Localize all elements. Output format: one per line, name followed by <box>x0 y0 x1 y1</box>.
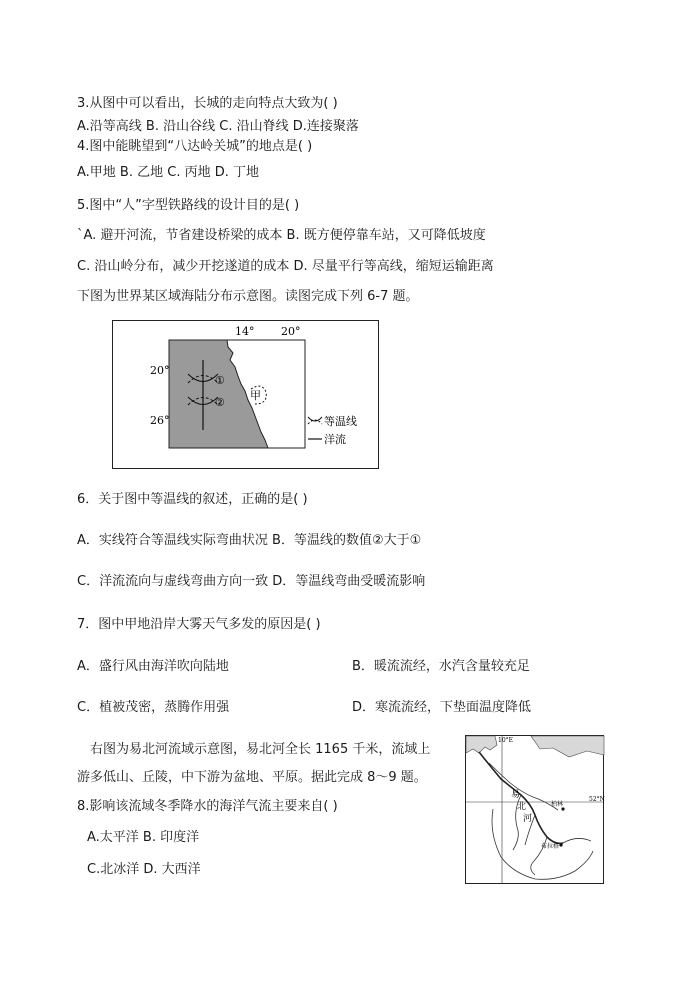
lon-label-10e: 10°E <box>498 737 514 744</box>
q8-options-1: A.太平洋 B. 印度洋 <box>87 830 200 845</box>
lon-label-14: 14° <box>235 325 255 338</box>
q4-options: A.甲地 B. 乙地 C. 丙地 D. 丁地 <box>77 165 259 180</box>
river-char-1: 易 <box>511 790 521 800</box>
q3-stem: 3.从图中可以看出，长城的走向特点大致为( ) <box>77 96 338 111</box>
q7-option-b: B．暖流流经，水汽含量较充足 <box>352 659 530 674</box>
lon-label-20: 20° <box>281 325 301 338</box>
legend-current-label: 洋流 <box>324 433 346 446</box>
city-label-berlin: 柏林 <box>551 801 564 808</box>
q6-stem: 6．关于图中等温线的叙述，正确的是( ) <box>77 492 308 507</box>
lat-label-52n: 52°N <box>589 796 605 803</box>
place-label-jia: 甲 <box>250 389 261 402</box>
isotherm-label-1: ① <box>215 374 225 387</box>
q4-stem: 4.图中能眺望到“八达岭关城”的地点是( ) <box>77 139 313 154</box>
river-char-2: 北 <box>517 802 527 812</box>
intro-8-9-line-1: 右图为易北河流域示意图，易北河全长 1165 千米，流域上 <box>90 742 431 757</box>
q7-stem: 7．图中甲地沿岸大雾天气多发的原因是( ) <box>77 617 321 632</box>
city-dot-prague <box>559 843 562 846</box>
q6-option-line-1: A．实线符合等温线实际弯曲状况 B．等温线的数值②大于① <box>77 533 422 548</box>
isotherm-label-2: ② <box>215 396 225 409</box>
q7-option-c: C．植被茂密，蒸腾作用强 <box>77 700 230 715</box>
q8-stem: 8.影响该流域冬季降水的海洋气流主要来自( ) <box>77 799 338 814</box>
lat-label-20: 20° <box>150 364 170 377</box>
intro-8-9-line-2: 游多低山、丘陵，中下游为盆地、平原。据此完成 8～9 题。 <box>77 770 427 785</box>
legend-isotherm-label: 等温线 <box>324 415 357 428</box>
lat-label-26: 26° <box>150 414 170 427</box>
q5-stem: 5.图中“人”字型铁路线的设计目的是( ) <box>77 198 300 213</box>
q7-option-a: A．盛行风由海洋吹向陆地 <box>77 659 229 674</box>
elbe-basin-map <box>465 735 605 885</box>
city-label-prague: 布拉格 <box>541 843 560 850</box>
intro-6-7: 下图为世界某区域海陆分布示意图。读图完成下列 6-7 题。 <box>77 289 419 304</box>
q5-option-line-2: C. 沿山岭分布，减少开挖遂道的成本 D. 尽量平行等高线，缩短运输距离 <box>77 259 494 274</box>
map2-frame <box>466 736 604 884</box>
q5-option-line-1: `A. 避开河流，节省建设桥梁的成本 B. 既方便停靠车站，又可降低坡度 <box>77 228 486 243</box>
q3-options: A.沿等高线 B. 沿山谷线 C. 沿山脊线 D.连接聚落 <box>77 119 359 134</box>
q8-options-2: C.北冰洋 D. 大西洋 <box>87 862 201 877</box>
sea-land-distribution-figure <box>112 320 380 470</box>
q6-option-line-2: C．洋流流向与虚线弯曲方向一致 D．等温线弯曲受暖流影响 <box>77 574 426 589</box>
river-char-3: 河 <box>523 814 533 824</box>
q7-option-d: D．寒流流经，下垫面温度降低 <box>352 700 532 715</box>
